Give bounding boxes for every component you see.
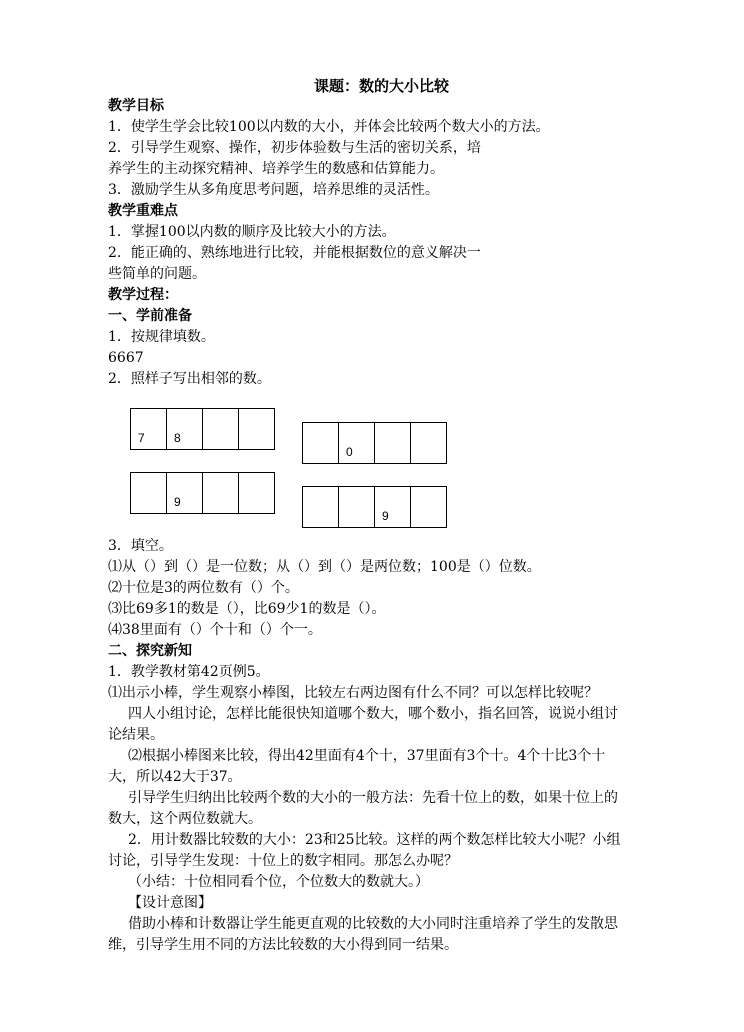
section-1-line-3: 2．照样子写出相邻的数。 — [108, 371, 271, 387]
grid-cell — [410, 422, 447, 464]
grid-cell — [130, 472, 167, 514]
grid-cell — [238, 408, 275, 450]
grid-cell — [374, 422, 411, 464]
section-1-heading: 一、学前准备 — [108, 308, 192, 324]
goals-line-3: 养学生的主动探究精神、培养学生的数感和估算能力。 — [108, 161, 444, 177]
goals-heading: 教学目标 — [108, 98, 164, 114]
section-2-line-13: 借助小棒和计数器让学生能更直观的比较数的大小同时注重培养了学生的发散思 — [128, 916, 618, 932]
grid-cell-value: 9 — [382, 509, 389, 523]
section-2-line-6: 大，所以42大于37。 — [108, 769, 242, 785]
key-points-heading: 教学重难点 — [108, 203, 178, 219]
section-1-line-6: ⑵十位是3的两位数有（）个。 — [108, 580, 299, 596]
key-points-line-1: 1．掌握100以内数的顺序及比较大小的方法。 — [108, 224, 396, 240]
section-1-line-8: ⑷38里面有（）个十和（）个一。 — [108, 622, 322, 638]
grid-cell-value: 0 — [346, 445, 353, 459]
section-2-line-5: ⑵根据小棒图来比较，得出42里面有4个十，37里面有3个十。4个十比3个十 — [128, 748, 606, 764]
goals-line-2: 2．引导学生观察、操作，初步体验数与生活的密切关系，培 — [108, 140, 481, 156]
number-grid-1 — [130, 408, 275, 450]
number-grid-3 — [130, 472, 275, 514]
section-2-line-2: ⑴出示小棒，学生观察小棒图，比较左右两边图有什么不同？可以怎样比较呢？ — [108, 685, 598, 701]
section-2-line-14: 维，引导学生用不同的方法比较数的大小得到同一结果。 — [108, 937, 458, 953]
grid-cell — [338, 486, 375, 528]
grid-cell — [166, 408, 203, 450]
grid-cell-value: 7 — [138, 431, 145, 445]
section-2-line-3: 四人小组讨论，怎样比能很快知道哪个数大，哪个数小，指名回答，说说小组讨 — [128, 706, 618, 722]
goals-line-4: 3．激励学生从多角度思考问题，培养思维的灵活性。 — [108, 182, 439, 198]
grid-cell — [202, 472, 239, 514]
section-2-line-8: 数大，这个两位数就大。 — [108, 811, 262, 827]
grid-cell — [338, 422, 375, 464]
section-2-line-9: 2．用计数器比较数的大小：23和25比较。这样的两个数怎样比较大小呢？小组 — [128, 832, 621, 848]
section-2-line-1: 1．教学教材第42页例5。 — [108, 664, 270, 680]
grid-cell — [130, 408, 167, 450]
number-grid-4 — [302, 486, 447, 528]
grid-cell — [410, 486, 447, 528]
key-points-line-2: 2．能正确的、熟练地进行比较，并能根据数位的意义解决一 — [108, 245, 481, 261]
section-1-line-2: 6667 — [108, 350, 144, 366]
section-2-line-4: 论结果。 — [108, 727, 164, 743]
grid-cell-value: 8 — [174, 431, 181, 445]
section-1-line-4: 3．填空。 — [108, 538, 173, 554]
section-2-line-12: 【设计意图】 — [128, 895, 212, 911]
goals-line-1: 1．使学生学会比较100以内数的大小，并体会比较两个数大小的方法。 — [108, 119, 550, 135]
section-1-line-1: 1．按规律填数。 — [108, 329, 215, 345]
grid-cell — [166, 472, 203, 514]
number-grid-2 — [302, 422, 447, 464]
grid-cell-value: 9 — [174, 495, 181, 509]
grid-cell — [302, 486, 339, 528]
grid-cell — [374, 486, 411, 528]
section-2-line-11: （小结：十位相同看个位，个位数大的数就大。） — [128, 874, 429, 890]
section-1-line-7: ⑶比69多1的数是（），比69少1的数是（）。 — [108, 601, 386, 617]
process-heading: 教学过程： — [108, 287, 178, 303]
page-title: 课题：数的大小比较 — [314, 77, 450, 95]
key-points-line-3: 些简单的问题。 — [108, 266, 206, 282]
grid-cell — [238, 472, 275, 514]
grid-cell — [302, 422, 339, 464]
section-2-line-7: 引导学生归纳出比较两个数的大小的一般方法：先看十位上的数，如果十位上的 — [128, 790, 618, 806]
section-1-line-5: ⑴从（）到（）是一位数；从（）到（）是两位数；100是（）位数。 — [108, 559, 541, 575]
section-2-heading: 二、探究新知 — [108, 643, 192, 659]
section-2-line-10: 讨论，引导学生发现：十位上的数字相同。那怎么办呢？ — [108, 853, 458, 869]
grid-cell — [202, 408, 239, 450]
